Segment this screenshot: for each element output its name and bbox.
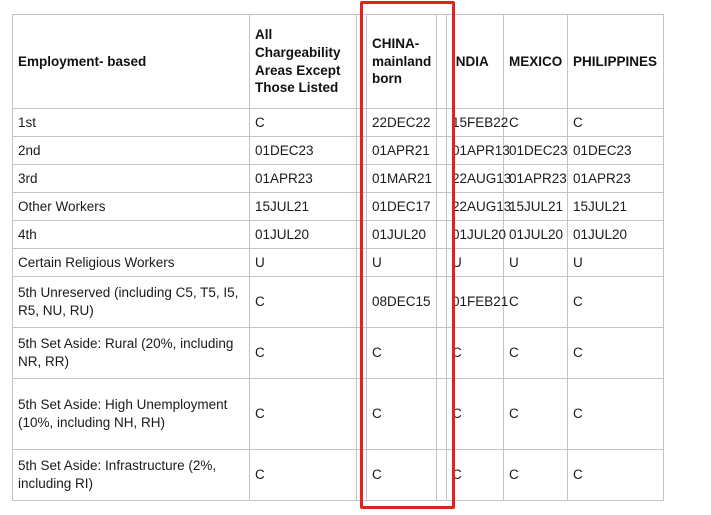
header-row	[13, 15, 664, 109]
table-row	[13, 249, 664, 277]
spacer-cell	[437, 137, 447, 165]
header-india: INDIA	[447, 15, 504, 109]
table-row	[13, 379, 664, 450]
mexico-cell: 01APR23	[504, 165, 568, 193]
visa-bulletin-table	[12, 14, 664, 501]
spacer-cell	[437, 379, 447, 450]
all-areas-cell: C	[250, 328, 357, 379]
header-philippines: PHILIPPINES	[568, 15, 664, 109]
table-row	[13, 277, 664, 328]
philippines-cell: C	[568, 277, 664, 328]
table-row	[13, 193, 664, 221]
table-row	[13, 165, 664, 193]
india-cell: 15FEB22	[447, 109, 504, 137]
mexico-cell: 01DEC23	[504, 137, 568, 165]
philippines-cell: U	[568, 249, 664, 277]
spacer-cell	[437, 450, 447, 501]
table-row	[13, 109, 664, 137]
china-cell: U	[367, 249, 437, 277]
category-cell: 3rd	[13, 165, 250, 193]
category-cell: 5th Set Aside: High Unemployment (10%, including NH, RH)	[13, 379, 250, 450]
category-cell: Certain Religious Workers	[13, 249, 250, 277]
all-areas-cell: C	[250, 450, 357, 501]
china-cell: C	[367, 450, 437, 501]
mexico-cell: C	[504, 450, 568, 501]
india-cell: 22AUG13	[447, 165, 504, 193]
category-cell: 5th Set Aside: Rural (20%, including NR, RR)	[13, 328, 250, 379]
spacer-cell	[357, 221, 367, 249]
category-cell: 1st	[13, 109, 250, 137]
philippines-cell: 01APR23	[568, 165, 664, 193]
philippines-cell: C	[568, 379, 664, 450]
table-row	[13, 137, 664, 165]
china-cell: C	[367, 379, 437, 450]
china-cell: 22DEC22	[367, 109, 437, 137]
spacer-cell	[357, 15, 367, 109]
spacer-cell	[357, 450, 367, 501]
spacer-cell	[437, 193, 447, 221]
philippines-cell: 01DEC23	[568, 137, 664, 165]
philippines-cell: 15JUL21	[568, 193, 664, 221]
all-areas-cell: C	[250, 109, 357, 137]
mexico-cell: U	[504, 249, 568, 277]
india-cell: 22AUG13	[447, 193, 504, 221]
mexico-cell: C	[504, 277, 568, 328]
spacer-cell	[437, 328, 447, 379]
india-cell: 01JUL20	[447, 221, 504, 249]
spacer-cell	[357, 109, 367, 137]
table-row	[13, 328, 664, 379]
philippines-cell: C	[568, 109, 664, 137]
mexico-cell: 01JUL20	[504, 221, 568, 249]
header-all-chargeability-areas: All Chargeability Areas Except Those Listed	[250, 15, 357, 109]
spacer-cell	[357, 249, 367, 277]
china-cell: 01APR21	[367, 137, 437, 165]
spacer-cell	[437, 165, 447, 193]
spacer-cell	[437, 109, 447, 137]
spacer-cell	[357, 137, 367, 165]
table-row	[13, 221, 664, 249]
mexico-cell: 15JUL21	[504, 193, 568, 221]
all-areas-cell: C	[250, 379, 357, 450]
header-mexico: MEXICO	[504, 15, 568, 109]
spacer-cell	[437, 249, 447, 277]
china-cell: 01MAR21	[367, 165, 437, 193]
india-cell: C	[447, 450, 504, 501]
china-cell: C	[367, 328, 437, 379]
all-areas-cell: 01JUL20	[250, 221, 357, 249]
china-cell: 01DEC17	[367, 193, 437, 221]
china-cell: 08DEC15	[367, 277, 437, 328]
india-cell: 01APR13	[447, 137, 504, 165]
header-china-mainland-born: CHINA- mainland born	[367, 15, 437, 109]
philippines-cell: C	[568, 328, 664, 379]
india-cell: C	[447, 379, 504, 450]
india-cell: C	[447, 328, 504, 379]
spacer-cell	[357, 193, 367, 221]
india-cell: 01FEB21	[447, 277, 504, 328]
spacer-cell	[357, 379, 367, 450]
spacer-cell	[437, 277, 447, 328]
mexico-cell: C	[504, 109, 568, 137]
table-body	[13, 109, 664, 501]
all-areas-cell: 15JUL21	[250, 193, 357, 221]
table-row	[13, 450, 664, 501]
spacer-cell	[437, 15, 447, 109]
philippines-cell: C	[568, 450, 664, 501]
category-cell: Other Workers	[13, 193, 250, 221]
spacer-cell	[437, 221, 447, 249]
category-cell: 5th Set Aside: Infrastructure (2%, including RI)	[13, 450, 250, 501]
all-areas-cell: C	[250, 277, 357, 328]
all-areas-cell: 01APR23	[250, 165, 357, 193]
category-cell: 4th	[13, 221, 250, 249]
mexico-cell: C	[504, 328, 568, 379]
mexico-cell: C	[504, 379, 568, 450]
all-areas-cell: 01DEC23	[250, 137, 357, 165]
spacer-cell	[357, 165, 367, 193]
header-employment-based: Employment- based	[13, 15, 250, 109]
category-cell: 2nd	[13, 137, 250, 165]
spacer-cell	[357, 328, 367, 379]
all-areas-cell: U	[250, 249, 357, 277]
china-cell: 01JUL20	[367, 221, 437, 249]
category-cell: 5th Unreserved (including C5, T5, I5, R5, NU, RU)	[13, 277, 250, 328]
philippines-cell: 01JUL20	[568, 221, 664, 249]
india-cell: U	[447, 249, 504, 277]
spacer-cell	[357, 277, 367, 328]
